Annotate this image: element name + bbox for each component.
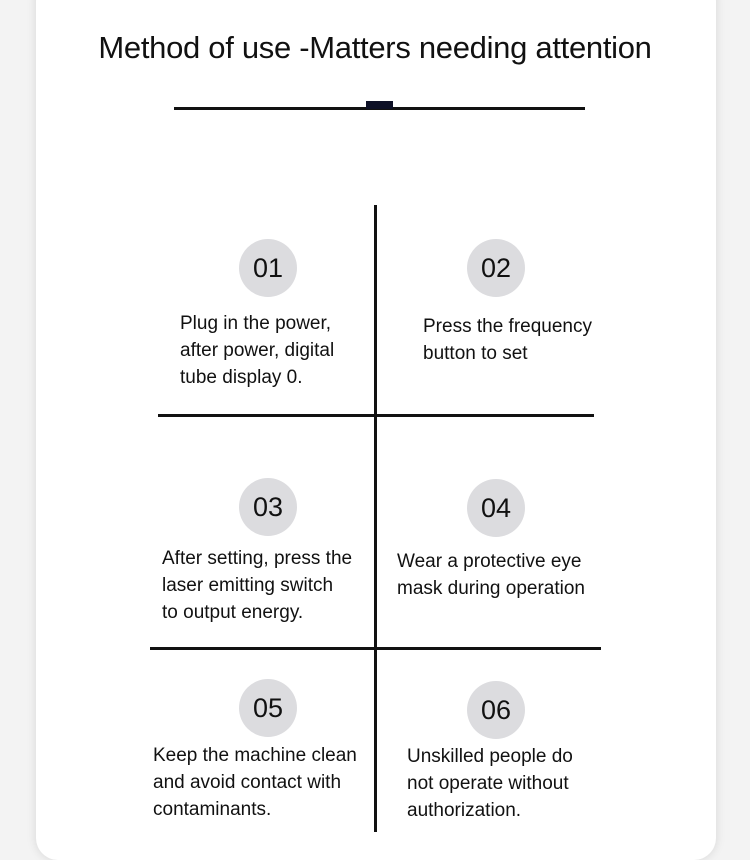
step-5-line-1: Keep the machine clean: [153, 745, 357, 766]
title-accent-mark: [366, 101, 393, 109]
step-3-line-2: laser emitting switch: [162, 575, 334, 596]
step-6-number-badge: 06: [467, 681, 525, 739]
step-6-line-2: not operate without: [407, 773, 569, 794]
step-3-line-3: to output energy.: [162, 602, 304, 623]
grid-horizontal-divider-2: [150, 647, 601, 650]
step-2-line-2: button to set: [423, 343, 528, 364]
step-5-line-2: and avoid contact with: [153, 772, 342, 793]
step-4-number-badge: 04: [467, 479, 525, 537]
step-4-text: [397, 548, 585, 602]
grid-vertical-divider: [374, 205, 377, 832]
step-3-line-1: After setting, press the: [162, 548, 353, 569]
step-4-line-1: Wear a protective eye: [397, 551, 582, 572]
step-4-line-2: mask during operation: [397, 578, 585, 599]
step-6-line-1: Unskilled people do: [407, 746, 573, 767]
step-2-text: [423, 313, 592, 367]
step-3-text: [162, 545, 352, 626]
page-title: Method of use -Matters needing attention: [98, 30, 652, 65]
step-6-text: [407, 743, 573, 824]
step-1-line-3: tube display 0.: [180, 367, 303, 388]
step-5-text: [153, 742, 357, 823]
step-1-text: [180, 310, 334, 391]
step-1-line-2: after power, digital: [180, 340, 335, 361]
step-2-number-badge: 02: [467, 239, 525, 297]
step-5-line-3: contaminants.: [153, 799, 272, 820]
step-3-number-badge: 03: [239, 478, 297, 536]
step-2-line-1: Press the frequency: [423, 316, 592, 337]
step-1-line-1: Plug in the power,: [180, 313, 332, 334]
step-1-number-badge: 01: [239, 239, 297, 297]
grid-horizontal-divider-1: [158, 414, 594, 417]
step-6-line-3: authorization.: [407, 800, 522, 821]
step-5-number-badge: 05: [239, 679, 297, 737]
